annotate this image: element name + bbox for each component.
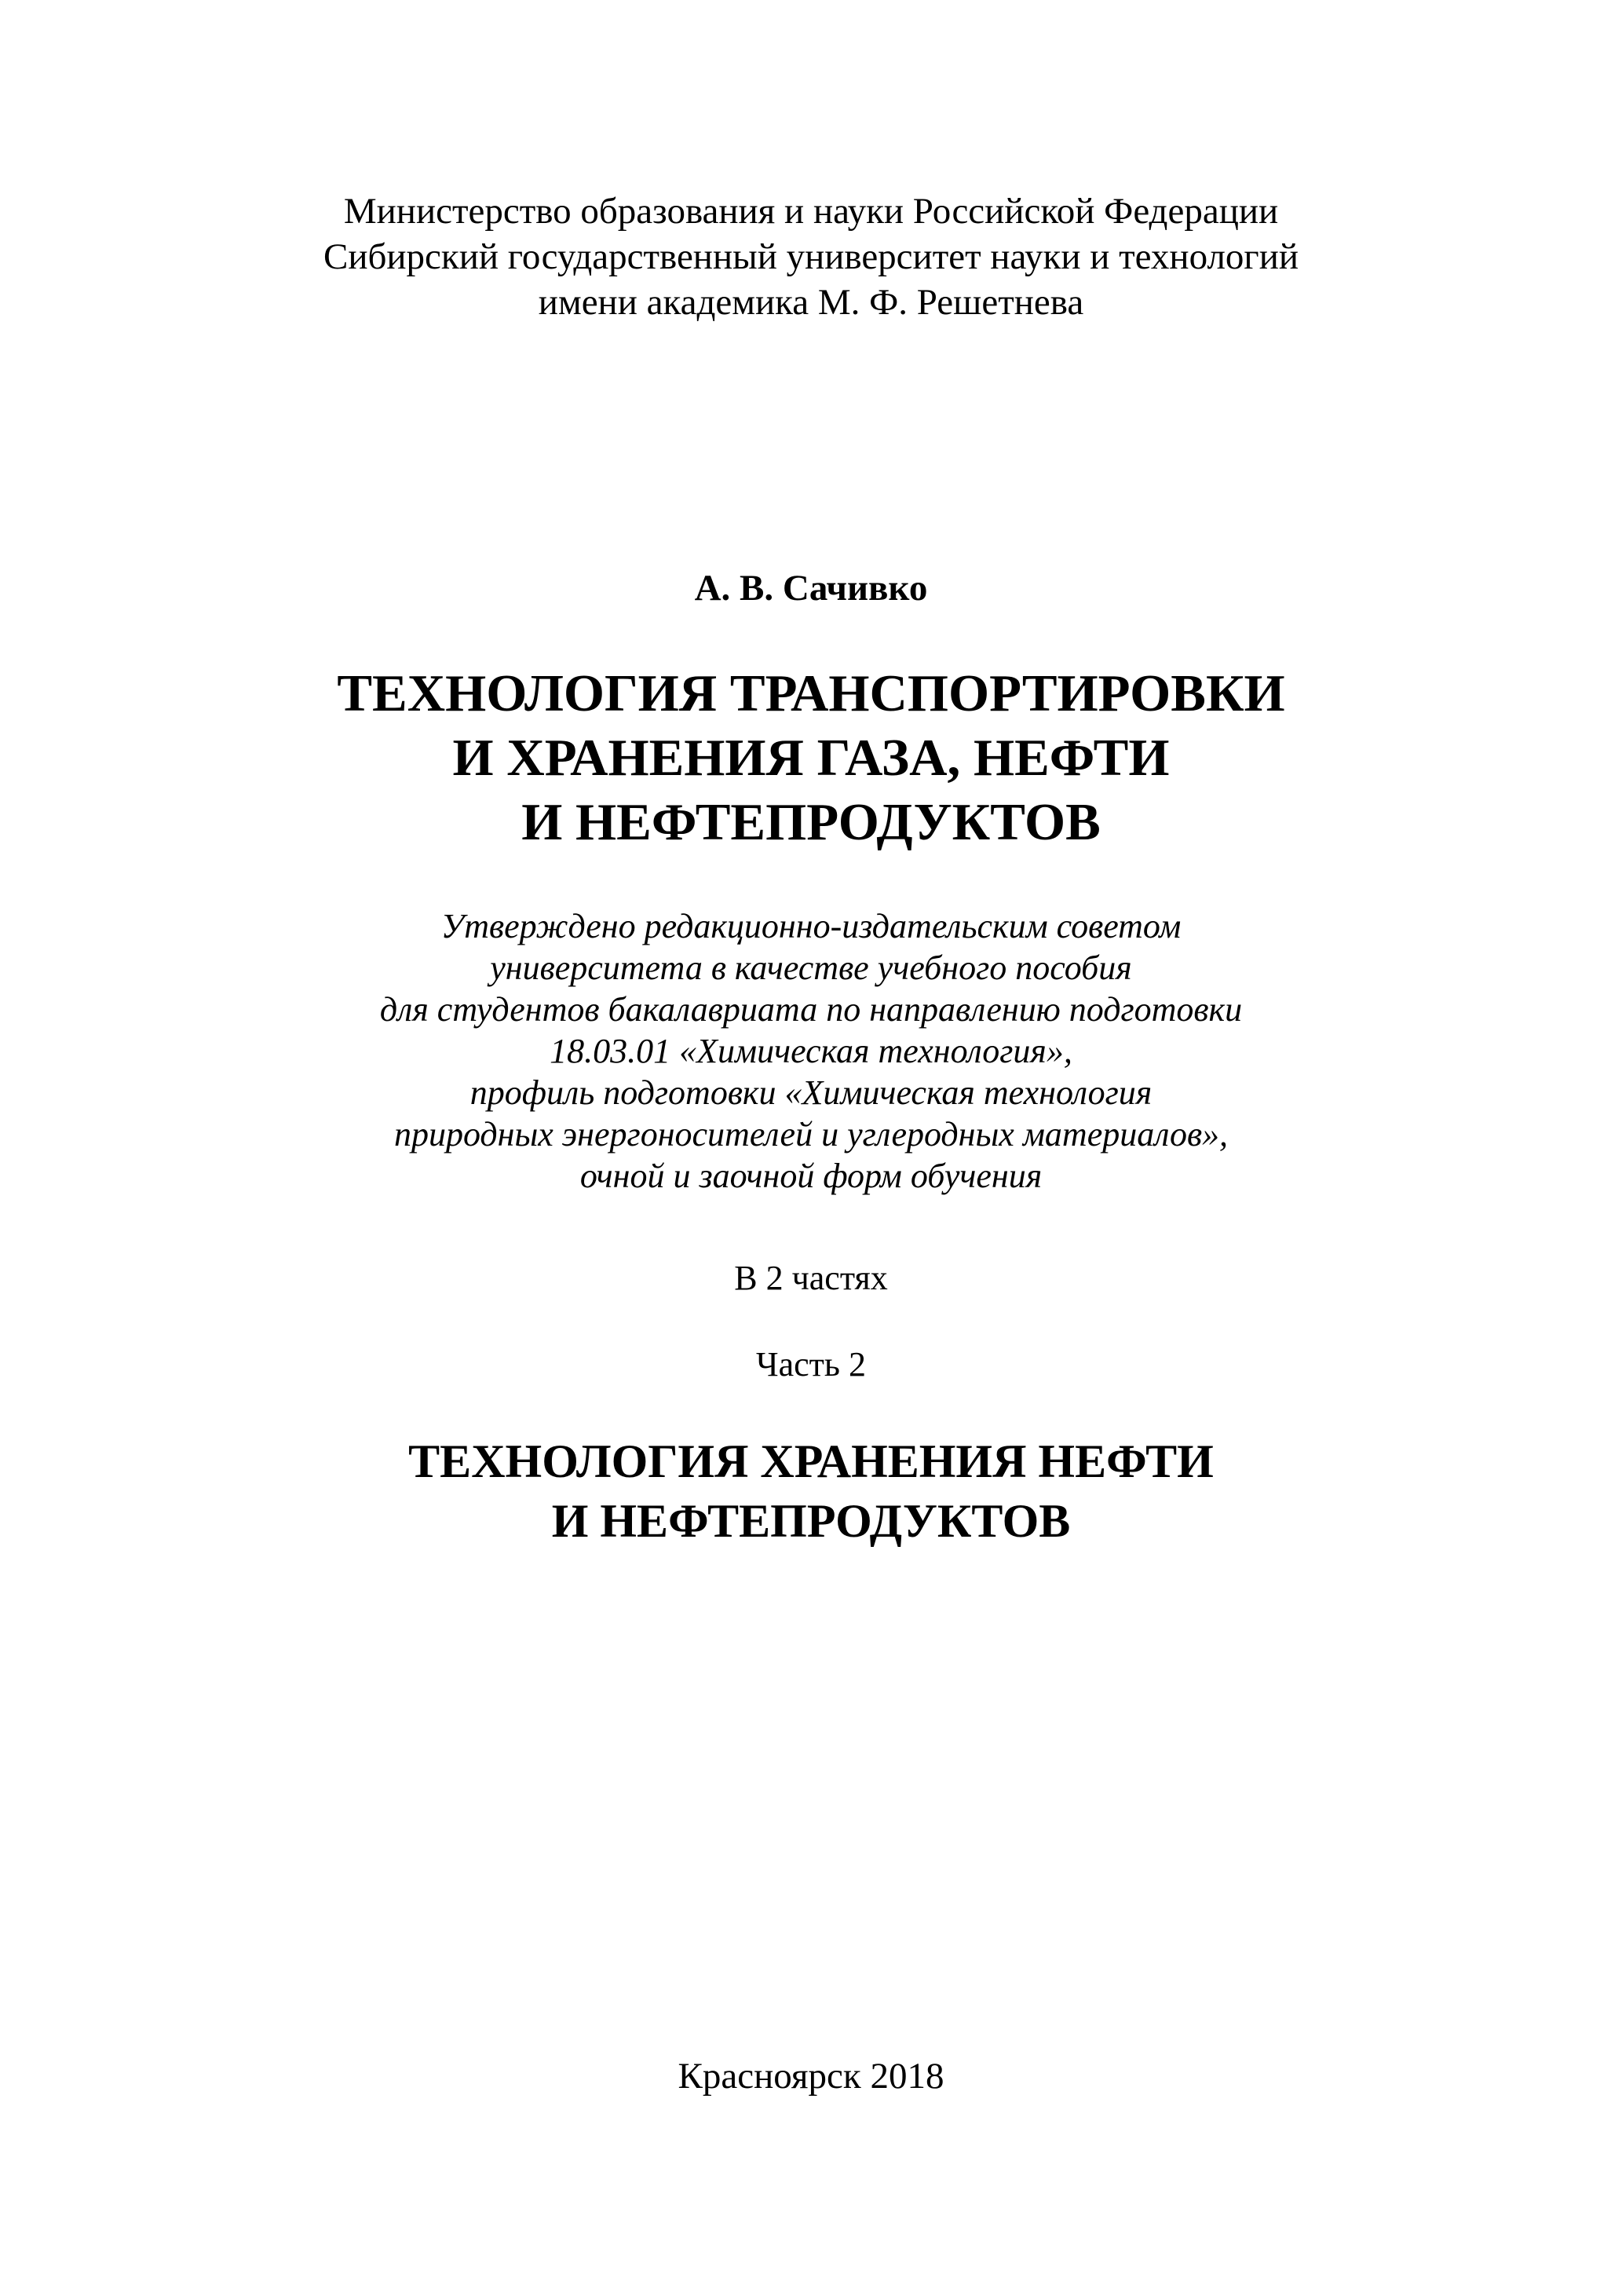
subtitle-line: И НЕФТЕПРОДУКТОВ <box>551 1495 1071 1547</box>
university-line: Сибирский государственный университет науки и технологий <box>323 236 1299 277</box>
ministry-line: Министерство образования и науки Российской Федерации <box>343 191 1279 232</box>
approval-line: природных энергоносителей и углеродных материалов», <box>393 1115 1229 1153</box>
parts-note <box>0 1256 1622 1300</box>
parts-note-text: В 2 частях <box>734 1259 888 1297</box>
approval-statement <box>0 905 1622 1197</box>
approval-line: для студентов бакалавриата по направлению подготовки <box>379 990 1243 1029</box>
city-year <box>0 2053 1622 2099</box>
approval-line: Утверждено редакционно-издательским советом <box>440 907 1182 945</box>
part-subtitle <box>0 1431 1622 1551</box>
institution-header <box>0 188 1622 325</box>
author-name <box>0 565 1622 611</box>
subtitle-line: ТЕХНОЛОГИЯ ХРАНЕНИЯ НЕФТИ <box>408 1435 1214 1487</box>
author-text: А. В. Сачивко <box>694 568 928 609</box>
approval-line: университета в качестве учебного пособия <box>490 949 1132 987</box>
part-number-text: Часть 2 <box>756 1345 866 1384</box>
title-line: И ХРАНЕНИЯ ГАЗА, НЕФТИ <box>452 729 1170 787</box>
approval-line: 18.03.01 «Химическая технология», <box>550 1032 1072 1070</box>
city-year-text: Красноярск 2018 <box>678 2056 944 2097</box>
book-title <box>0 661 1622 854</box>
title-line: И НЕФТЕПРОДУКТОВ <box>521 793 1101 851</box>
title-line: ТЕХНОЛОГИЯ ТРАНСПОРТИРОВКИ <box>337 664 1285 722</box>
university-name-line: имени академика М. Ф. Решетнева <box>538 282 1084 323</box>
approval-line: очной и заочной форм обучения <box>579 1157 1043 1195</box>
approval-line: профиль подготовки «Химическая технология <box>469 1073 1153 1112</box>
part-number <box>0 1343 1622 1387</box>
